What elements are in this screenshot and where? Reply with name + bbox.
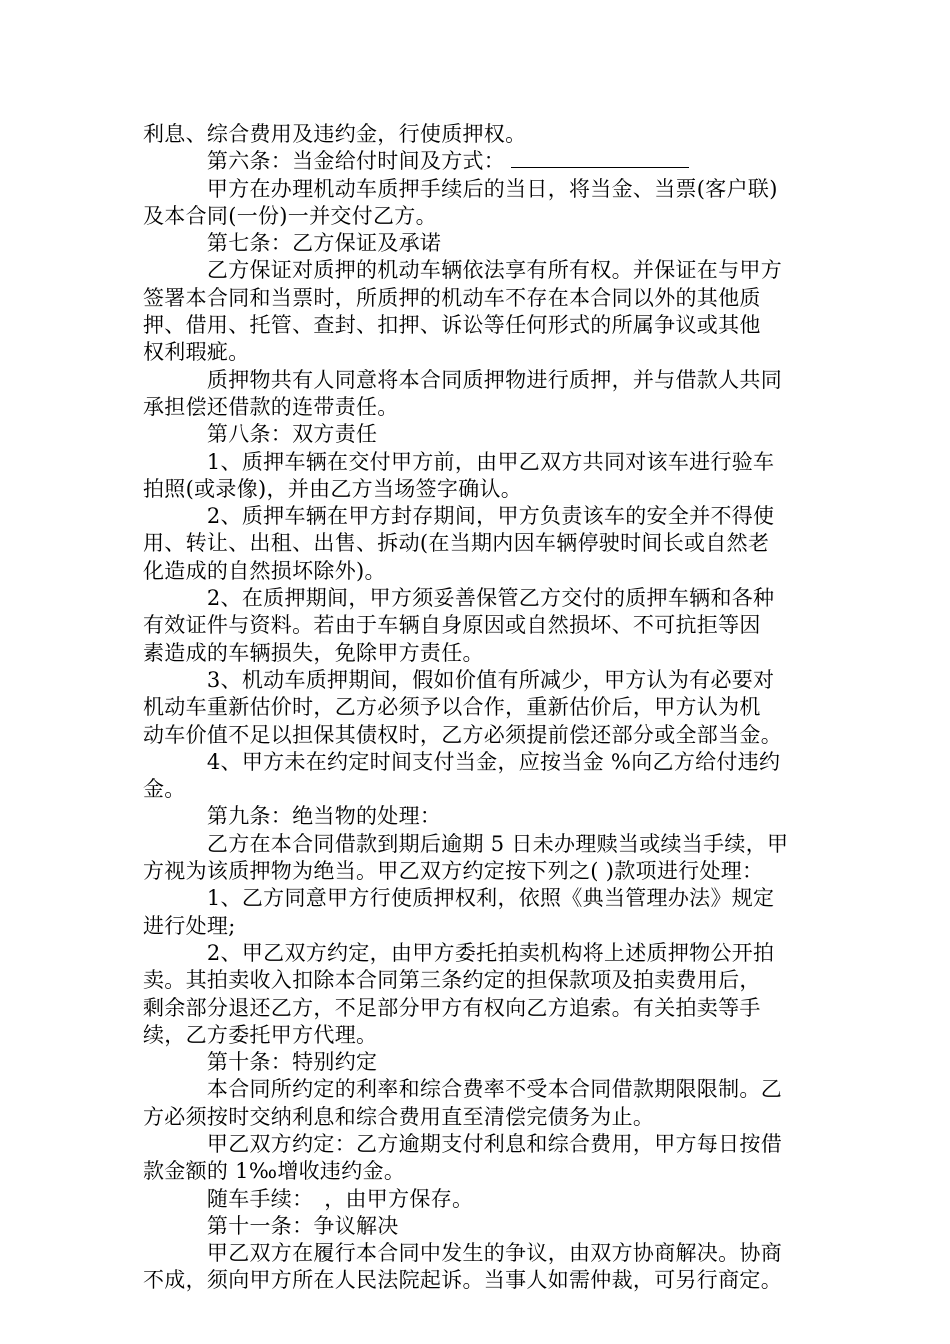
text-line: 权利瑕疵。 <box>143 340 250 365</box>
text-line: 乙方在本合同借款到期后逾期 5 日未办理赎当或续当手续，甲 <box>143 831 789 856</box>
text-line: 有效证件与资料。若由于车辆自身原因或自然损坏、不可抗拒等因 <box>143 613 761 638</box>
text-line: 1、乙方同意甲方行使质押权利，依照《典当管理办法》规定 <box>143 886 775 911</box>
text-line: 第六条：当金给付时间及方式： <box>143 149 506 174</box>
text-line: 随车手续： ，由甲方保存。 <box>143 1186 474 1211</box>
text-line: 甲乙双方在履行本合同中发生的争议，由双方协商解决。协商 <box>143 1241 782 1266</box>
text-line: 化造成的自然损坏除外)。 <box>143 558 386 583</box>
text-line-with-blank <box>143 148 810 175</box>
text-line: 拍照(或录像)，并由乙方当场签字确认。 <box>143 476 523 501</box>
text-line: 利息、综合费用及违约金，行使质押权。 <box>143 122 527 146</box>
fill-in-blank <box>511 149 689 168</box>
text-line: 卖。其拍卖收入扣除本合同第三条约定的担保款项及拍卖费用后， <box>143 968 761 993</box>
text-line: 第十条：特别约定 <box>143 1050 378 1075</box>
text-line: 第八条：双方责任 <box>143 422 378 447</box>
text-line: 第七条：乙方保证及承诺 <box>143 231 442 256</box>
text-line: 1、质押车辆在交付甲方前，由甲乙双方共同对该车进行验车 <box>143 449 775 474</box>
text-line: 方必须按时交纳利息和综合费用直至清偿完债务为止。 <box>143 1104 655 1129</box>
text-line: 本合同所约定的利率和综合费率不受本合同借款期限限制。乙 <box>143 1077 782 1102</box>
text-line: 质押物共有人同意将本合同质押物进行质押，并与借款人共同 <box>143 367 782 392</box>
text-line: 续，乙方委托甲方代理。 <box>143 1022 378 1047</box>
text-line: 进行处理; <box>143 913 236 938</box>
text-line: 第十一条：争议解决 <box>143 1213 399 1238</box>
text-line: 2、在质押期间，甲方须妥善保管乙方交付的质押车辆和各种 <box>143 586 775 611</box>
document-body <box>143 121 810 1295</box>
text-line: 乙方保证对质押的机动车辆依法享有所有权。并保证在与甲方 <box>143 258 782 283</box>
text-line: 甲方在办理机动车质押手续后的当日，将当金、当票(客户联) <box>143 176 778 201</box>
text-line: 3、机动车质押期间，假如价值有所减少，甲方认为有必要对 <box>143 667 775 692</box>
text-line: 2、质押车辆在甲方封存期间，甲方负责该车的安全并不得使 <box>143 504 775 529</box>
text-line: 款金额的 1‰增收违约金。 <box>143 1159 406 1184</box>
text-line: 4、甲方未在约定时间支付当金，应按当金 %向乙方给付违约 <box>143 749 781 774</box>
text-line: 2、甲乙双方约定，由甲方委托拍卖机构将上述质押物公开拍 <box>143 940 775 965</box>
text-line: 签署本合同和当票时，所质押的机动车不存在本合同以外的其他质 <box>143 285 761 310</box>
text-line: 机动车重新估价时，乙方必须予以合作，重新估价后，甲方认为机 <box>143 695 761 720</box>
text-line: 方视为该质押物为绝当。甲乙双方约定按下列之( )款项进行处理： <box>143 859 764 884</box>
text-line: 承担偿还借款的连带责任。 <box>143 394 399 419</box>
text-line: 金。 <box>143 777 186 802</box>
text-line: 第九条：绝当物的处理： <box>143 804 442 829</box>
text-line: 动车价值不足以担保其债权时，乙方必须提前偿还部分或全部当金。 <box>143 722 782 747</box>
text-line: 押、借用、托管、查封、扣押、诉讼等任何形式的所属争议或其他 <box>143 313 761 338</box>
text-line: 甲乙双方约定：乙方逾期支付利息和综合费用，甲方每日按借 <box>143 1131 782 1156</box>
text-line: 不成，须向甲方所在人民法院起诉。当事人如需仲裁，可另行商定。 <box>143 1268 782 1293</box>
text-line: 及本合同(一份)一并交付乙方。 <box>143 203 437 228</box>
text-line: 用、转让、出租、出售、拆动(在当期内因车辆停驶时间长或自然老 <box>143 531 770 556</box>
text-line: 剩余部分退还乙方，不足部分甲方有权向乙方追索。有关拍卖等手 <box>143 995 761 1020</box>
text-line: 素造成的车辆损失，免除甲方责任。 <box>143 640 484 665</box>
